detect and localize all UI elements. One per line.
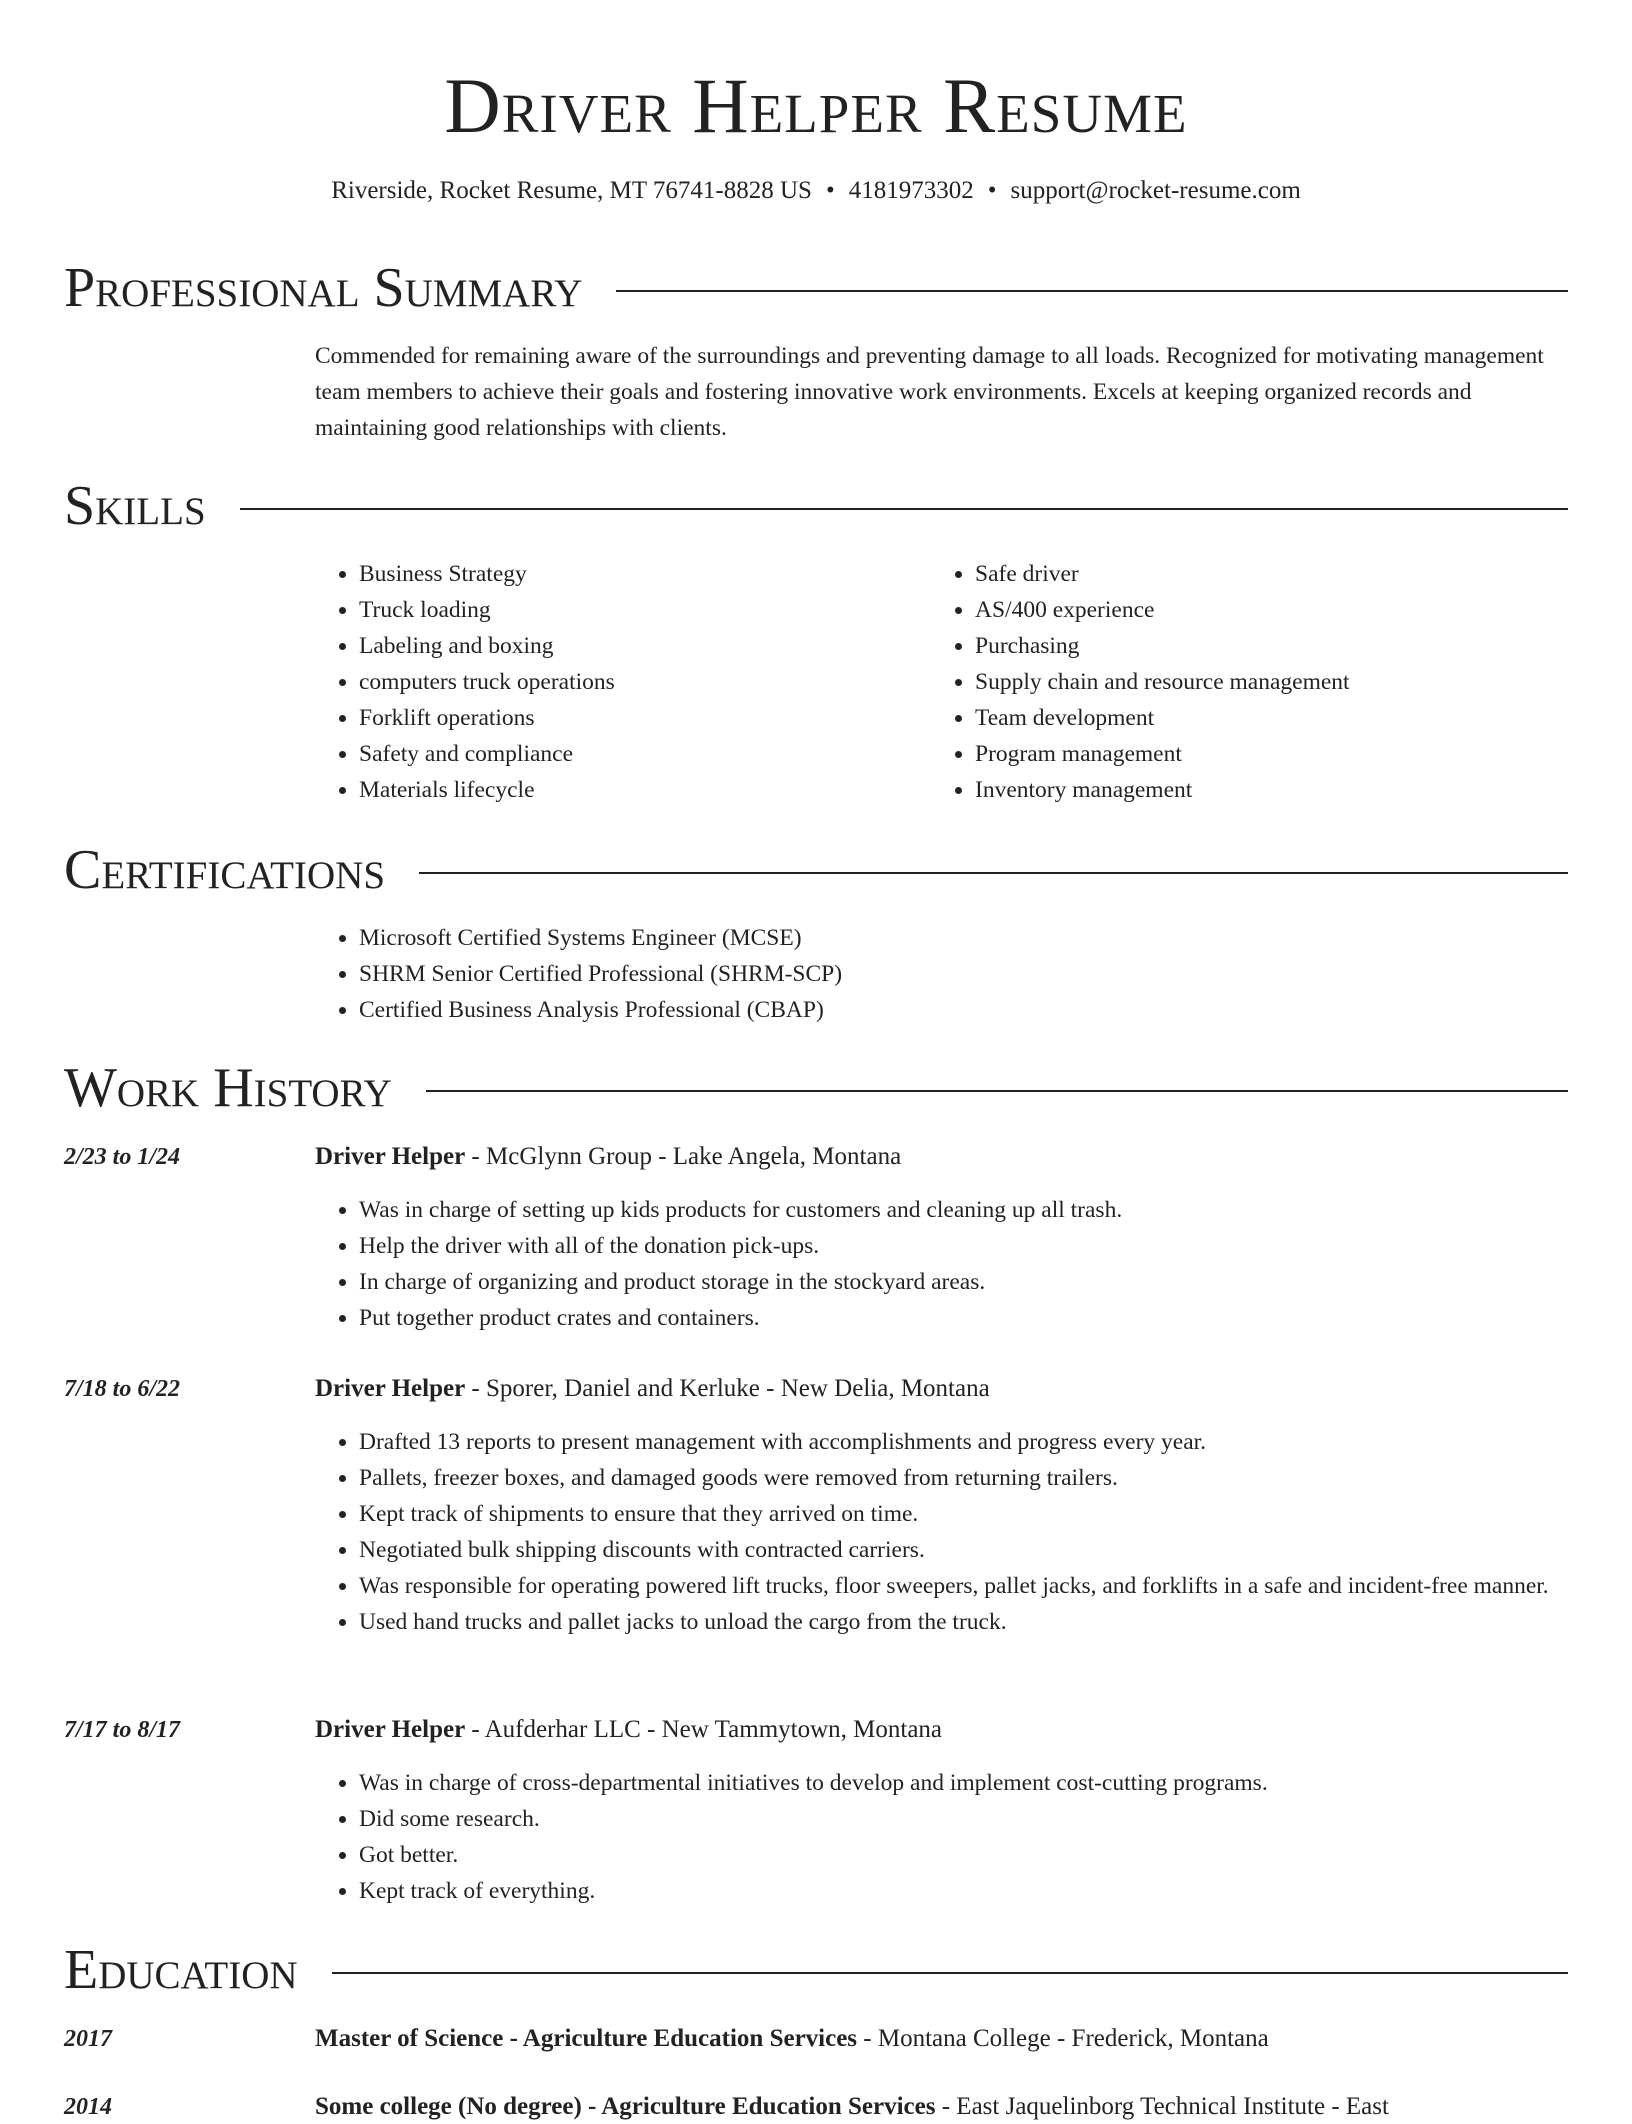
contact-phone: 4181973302 [848, 177, 974, 204]
job-bullets [315, 1424, 1568, 1640]
job-dates: 7/17 to 8/17 [64, 1717, 181, 1743]
education-entry [315, 2022, 1568, 2056]
skill-item: • Safety and compliance [359, 736, 919, 772]
skill-item: • Team development [975, 700, 1575, 736]
skills-list-left [315, 556, 919, 808]
certifications-heading: Certifications [64, 839, 386, 901]
skills-list-right [931, 556, 1575, 808]
education-entry [315, 2090, 1568, 2124]
section-divider [332, 1972, 1568, 1974]
summary-text: Commended for remaining aware of the surroundings and preventing damage to all loads. Recognized for motivating management team members to achieve their goals and fostering innovative work environments. Excels at keeping organized records and maintaining good relationships with clients. [315, 343, 1544, 441]
skills-heading: Skills [64, 475, 206, 537]
education-details: - East Jaquelinborg Technical Institute - East [935, 2093, 1389, 2120]
certifications-list [315, 920, 1568, 1028]
skill-item: • Supply chain and resource management [975, 664, 1575, 700]
job-details: - Sporer, Daniel and Kerluke - New Delia, Montana [465, 1375, 990, 1402]
skill-item: • Program management [975, 736, 1575, 772]
skill-item: • AS/400 experience [975, 592, 1575, 628]
job-header [315, 1713, 1568, 1747]
education-year: 2014 [64, 2094, 112, 2120]
skill-item: • Safe driver [975, 556, 1575, 592]
work-section-header [64, 1056, 1568, 1120]
job-details: - McGlynn Group - Lake Angela, Montana [465, 1143, 902, 1170]
skill-item: • Business Strategy [359, 556, 919, 592]
skill-item: • Materials lifecycle [359, 772, 919, 808]
job-bullet: • Help the driver with all of the donation pick-ups. [359, 1228, 1568, 1264]
education-degree: Master of Science - Agriculture Education Services [315, 2025, 858, 2052]
education-year: 2017 [64, 2026, 112, 2052]
contact-line [0, 174, 1632, 208]
job-header [315, 1140, 1568, 1174]
job-bullet: • Used hand trucks and pallet jacks to unload the cargo from the truck. [359, 1604, 1568, 1640]
job-title: Driver Helper [315, 1143, 466, 1170]
education-degree: Some college (No degree) - Agriculture Education Services [315, 2093, 936, 2120]
skill-item: • computers truck operations [359, 664, 919, 700]
job-bullet: • Was in charge of cross-departmental initiatives to develop and implement cost-cutting programs. [359, 1765, 1568, 1801]
education-details: - Montana College - Frederick, Montana [857, 2025, 1269, 2052]
education-section-header [64, 1938, 1568, 2002]
job-title: Driver Helper [315, 1375, 466, 1402]
skill-item: • Truck loading [359, 592, 919, 628]
contact-separator: • [825, 177, 835, 204]
section-divider [419, 872, 1568, 874]
job-bullet: • In charge of organizing and product storage in the stockyard areas. [359, 1264, 1568, 1300]
resume-title: Driver Helper Resume [444, 62, 1188, 149]
certification-item: • Microsoft Certified Systems Engineer (MCSE) [359, 920, 1568, 956]
job-bullet: • Was in charge of setting up kids products for customers and cleaning up all trash. [359, 1192, 1568, 1228]
certification-item: • Certified Business Analysis Professional (CBAP) [359, 992, 1568, 1028]
certifications-section-header [64, 838, 1568, 902]
section-divider [426, 1090, 1568, 1092]
job-bullet: • Was responsible for operating powered lift trucks, floor sweepers, pallet jacks, and forklifts in a safe and incident-free manner. [359, 1568, 1568, 1604]
summary-section-header [64, 256, 1568, 320]
skills-section-header [64, 474, 1568, 538]
section-divider [616, 290, 1568, 292]
job-bullet: • Put together product crates and containers. [359, 1300, 1568, 1336]
job-bullet: • Did some research. [359, 1801, 1568, 1837]
job-bullet: • Negotiated bulk shipping discounts with contracted carriers. [359, 1532, 1568, 1568]
summary-heading: Professional Summary [64, 257, 583, 319]
job-dates: 7/18 to 6/22 [64, 1376, 181, 1402]
contact-email: support@rocket-resume.com [1010, 177, 1301, 204]
certification-item: • SHRM Senior Certified Professional (SHRM-SCP) [359, 956, 1568, 992]
skill-item: • Purchasing [975, 628, 1575, 664]
contact-address: Riverside, Rocket Resume, MT 76741-8828 US [331, 177, 812, 204]
job-bullet: • Got better. [359, 1837, 1568, 1873]
work-heading: Work History [64, 1057, 392, 1119]
job-bullet: • Kept track of shipments to ensure that they arrived on time. [359, 1496, 1568, 1532]
job-title: Driver Helper [315, 1716, 466, 1743]
section-divider [240, 508, 1568, 510]
education-heading: Education [64, 1939, 298, 2001]
job-bullet: • Kept track of everything. [359, 1873, 1568, 1909]
job-bullet: • Pallets, freezer boxes, and damaged goods were removed from returning trailers. [359, 1460, 1568, 1496]
skill-item: • Inventory management [975, 772, 1575, 808]
skill-item: • Labeling and boxing [359, 628, 919, 664]
job-header [315, 1372, 1568, 1406]
job-bullet: • Drafted 13 reports to present management with accomplishments and progress every year. [359, 1424, 1568, 1460]
job-dates: 2/23 to 1/24 [64, 1144, 181, 1170]
job-bullets [315, 1765, 1568, 1909]
contact-separator: • [987, 177, 997, 204]
job-details: - Aufderhar LLC - New Tammytown, Montana [465, 1716, 943, 1743]
skill-item: • Forklift operations [359, 700, 919, 736]
job-bullets [315, 1192, 1568, 1336]
